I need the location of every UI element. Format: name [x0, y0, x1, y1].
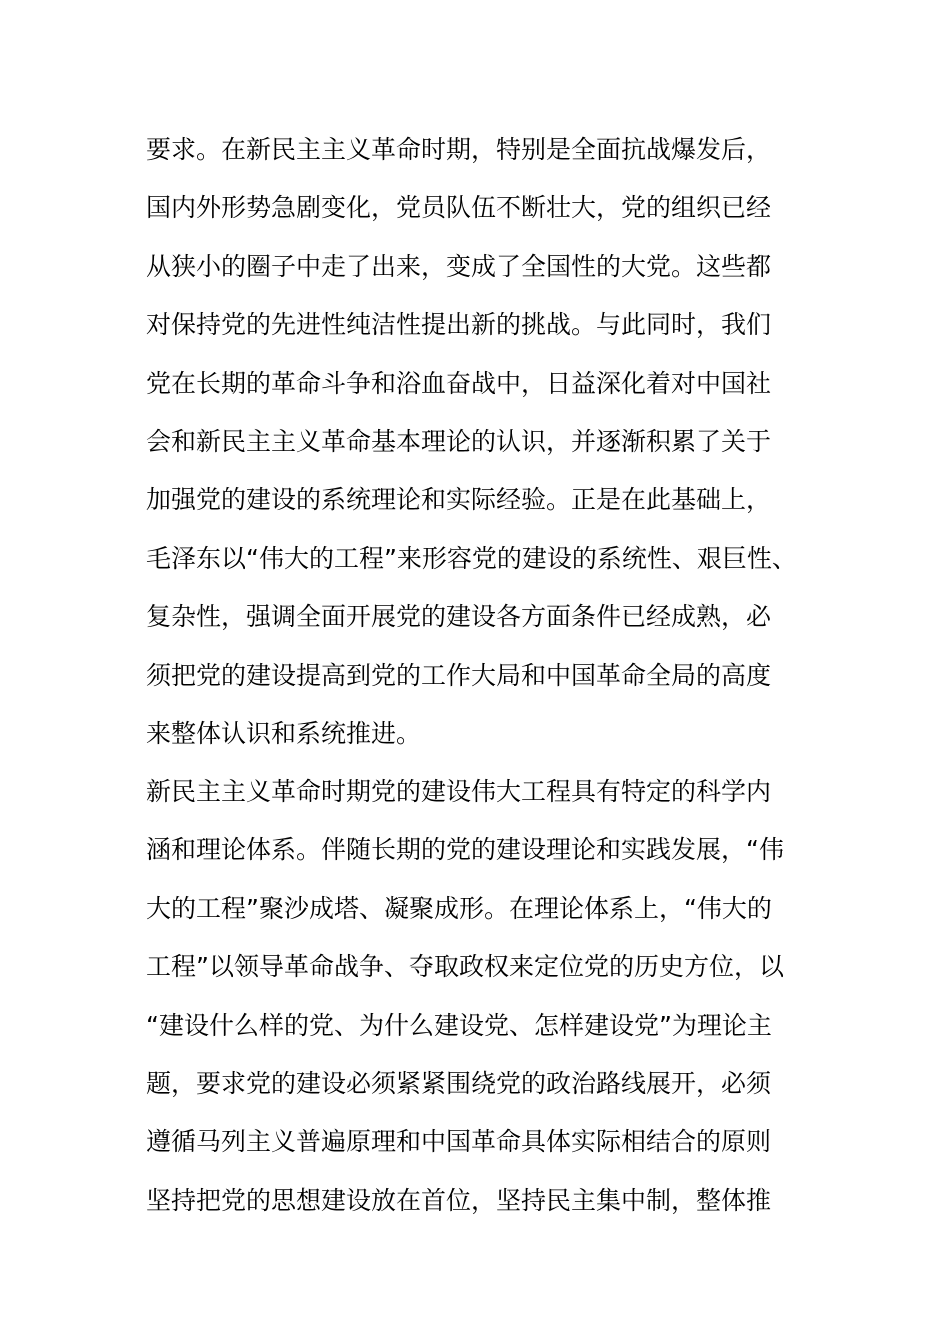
text-line: 大的工程”聚沙成塔、凝聚成形。在理论体系上，“伟大的: [146, 893, 772, 923]
paragraph-1: [146, 130, 846, 772]
text-line: 复杂性，强调全面开展党的建设各方面条件已经成熟，必: [146, 602, 772, 632]
text-line: 加强党的建设的系统理论和实际经验。正是在此基础上，: [146, 485, 772, 515]
text-line: 国内外形势急剧变化，党员队伍不断壮大，党的组织已经: [146, 193, 772, 223]
text-line: 新民主主义革命时期党的建设伟大工程具有特定的科学内: [146, 777, 772, 806]
text-line: 来整体认识和系统推进。: [146, 718, 422, 748]
text-line: 从狭小的圈子中走了出来，变成了全国性的大党。这些都: [146, 251, 772, 281]
text-line: 遵循马列主义普遍原理和中国革命具体实际相结合的原则: [146, 1127, 772, 1157]
text-line: 坚持把党的思想建设放在首位，坚持民主集中制，整体推: [146, 1185, 772, 1215]
paragraph-2: [146, 772, 846, 1239]
text-line: 题，要求党的建设必须紧紧围绕党的政治路线展开，必须: [146, 1068, 772, 1098]
text-line: 毛泽东以“伟大的工程”来形容党的建设的系统性、艰巨性、: [146, 543, 797, 573]
text-line: 党在长期的革命斗争和浴血奋战中，日益深化着对中国社: [146, 368, 772, 398]
text-line: 须把党的建设提高到党的工作大局和中国革命全局的高度: [146, 660, 772, 690]
text-line: 要求。在新民主主义革命时期，特别是全面抗战爆发后，: [146, 135, 772, 164]
text-line: “建设什么样的党、为什么建设党、怎样建设党”为理论主: [146, 1010, 772, 1040]
text-line: 会和新民主主义革命基本理论的认识，并逐渐积累了关于: [146, 426, 772, 456]
text-line: 涵和理论体系。伴随长期的党的建设理论和实践发展，“伟: [146, 835, 784, 865]
text-line: 工程”以领导革命战争、夺取政权来定位党的历史方位，以: [146, 952, 784, 982]
text-line: 对保持党的先进性纯洁性提出新的挑战。与此同时，我们: [146, 310, 772, 340]
